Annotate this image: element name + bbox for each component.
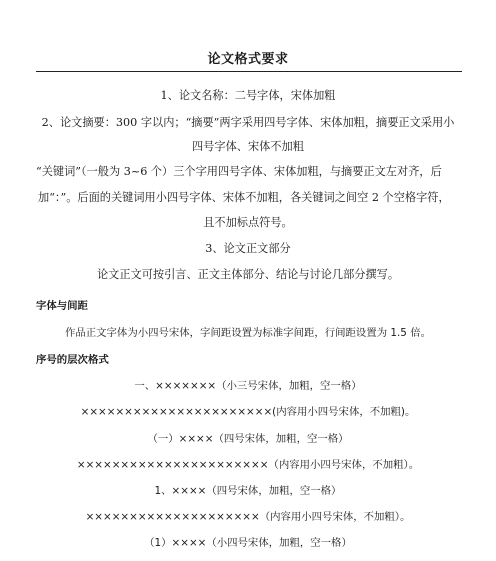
title-divider [36,71,462,72]
font-spacing-heading: 字体与间距 [36,300,88,312]
item-abstract-line-2: 四号字体、宋体不加粗 [192,140,304,153]
item-body-section: 3、论文正文部分 [205,242,291,255]
level-3-content: ××××××××××××××××××××（内容用小四号宋体，不加粗）。 [85,511,411,523]
level-1-format: 一、×××××××（小三号宋体，加粗，空一格） [134,380,362,392]
level-2-content: ××××××××××××××××××××××（内容用小四号宋体，不加粗）。 [76,459,420,471]
keywords-line-2: 加“：”。后面的关键词用小四号字体、宋体不加粗，各关键词之间空 2 个空格字符， [38,191,450,204]
level-3-format: 1、××××（四号宋体，加粗，空一格） [154,485,342,497]
item-abstract-line-1: 2、论文摘要：300 字以内；“摘要”两字采用四号字体、宋体加粗，摘要正文采用小 [41,116,455,129]
level-4-format: （1）××××（小四号宋体，加粗，空一格） [144,537,352,549]
keywords-line-3: 且不加标点符号。 [203,216,293,229]
numbering-heading: 序号的层次格式 [36,354,109,366]
font-spacing-description: 作品正文字体为小四号宋体，字间距设置为标准字间距，行间距设置为 1.5 倍。 [64,327,432,339]
keywords-line-1: “关键词”（一般为 3~6 个）三个字用四号字体、宋体加粗，与摘要正文左对齐，后 [36,165,442,178]
item-body-description: 论文正文可按引言、正文主体部分、结论与讨论几部分撰写。 [96,268,400,281]
document-title: 论文格式要求 [207,52,289,67]
level-2-format: （一）××××（四号宋体，加粗，空一格） [147,433,349,445]
item-paper-title: 1、论文名称：二号字体，宋体加粗 [160,89,336,102]
level-1-content: ××××××××××××××××××××××(内容用小四号宋体，不加粗)。 [80,406,416,418]
